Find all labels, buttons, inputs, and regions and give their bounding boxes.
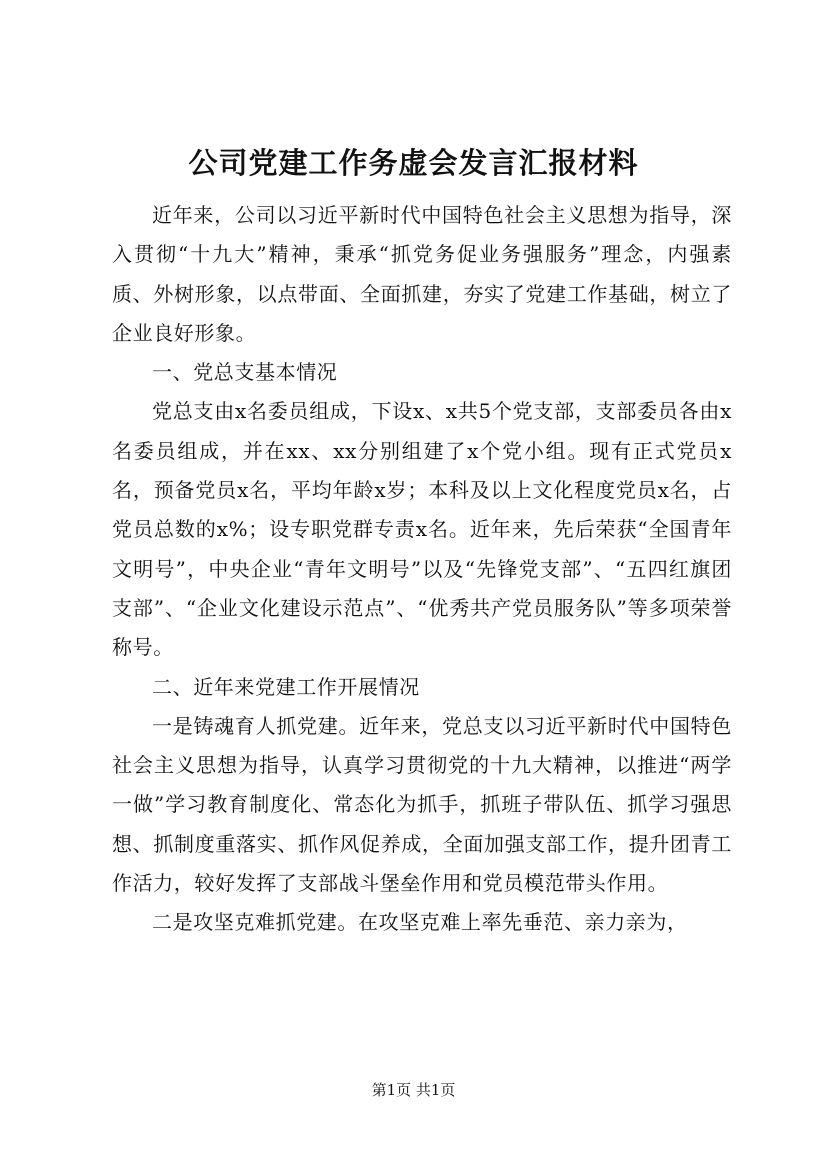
section-2-paragraph-2: 二是攻坚克难抓党建。在攻坚克难上率先垂范、亲力亲为， [152, 910, 688, 935]
section-heading-2: 二、近年来党建工作开展情况 [152, 674, 420, 699]
section-heading-1: 一、党总支基本情况 [152, 360, 338, 385]
intro-paragraph: 近年来，公司以习近平新时代中国特色社会主义思想为指导，深入贯彻“十九大”精神，秉承“抓党务促业务强服务”理念，内强素质、外树形象，以点带面、全面抓建，夯实了党建工作基础，树立了企业良好形象。 [112, 203, 732, 345]
section-1-paragraph: 党总支由x名委员组成，下设x、x共5个党支部，支部委员各由x名委员组成，并在xx、xx分别组建了x个党小组。现有正式党员x名，预备党员x名，平均年龄x岁；本科及以上文化程度党员x名，占党员总数的x%；设专职党群专责x名。近年来，先后荣获“全国青年文明号”，中央企业“青年文明号”以及“先锋党支部”、“五四红旗团支部”、“企业文化建设示范点”、“优秀共产党员服务队”等多项荣誉称号。 [112, 399, 732, 660]
document-body [112, 196, 732, 943]
section-2-paragraph-1: 一是铸魂育人抓党建。近年来，党总支以习近平新时代中国特色社会主义思想为指导，认真学习贯彻党的十九大精神，以推进“两学一做”学习教育制度化、常态化为抓手，抓班子带队伍、抓学习强思想、抓制度重落实、抓作风促养成，全面加强支部工作，提升团青工作活力，较好发挥了支部战斗堡垒作用和党员模范带头作用。 [112, 713, 732, 896]
page-footer: 第1页 共1页 [371, 1081, 456, 1099]
document-title: 公司党建工作务虚会发言汇报材料 [188, 146, 639, 180]
